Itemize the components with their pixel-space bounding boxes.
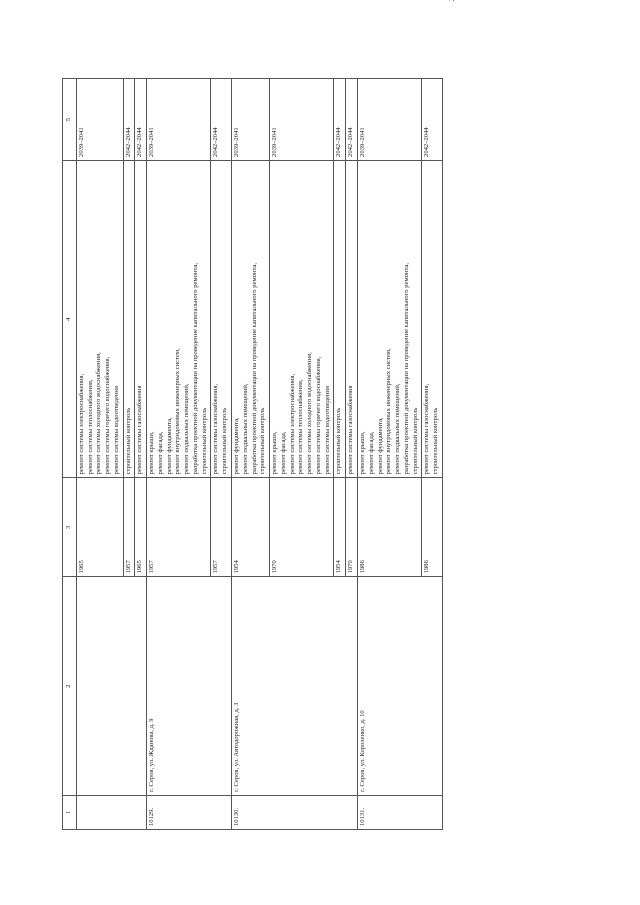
year-cell: 1965 bbox=[76, 478, 123, 577]
works-cell: ремонт крыши, ремонт фасада, ремонт фундамента, ремонт внутридомовых инженерных систем, ремонт подвальных помещений, разработка проектной документации на проведение капитального ремонта, строительный контроль bbox=[357, 160, 421, 477]
works-cell: ремонт фундамента, ремонт подвальных помещений, разработка проектной документации на проведение капитального ремонта, строительный контроль bbox=[232, 160, 270, 477]
table-header-row bbox=[63, 79, 77, 830]
period-cell: 2042–2044 bbox=[211, 79, 232, 161]
year-cell: 1954 bbox=[334, 478, 346, 577]
period-cell: 2039–2041 bbox=[147, 79, 211, 161]
period-cell: 2039–2041 bbox=[76, 79, 123, 161]
year-cell: 1954 bbox=[232, 478, 270, 577]
works-cell: ремонт системы газоснабжения bbox=[346, 160, 358, 477]
row-number-cell: 10130. bbox=[232, 795, 358, 829]
year-cell: 1957 bbox=[211, 478, 232, 577]
works-cell: строительный контроль bbox=[334, 160, 346, 477]
period-cell: 2039–2041 bbox=[270, 79, 334, 161]
period-cell: 2042–2044 bbox=[334, 79, 346, 161]
year-cell: 1970 bbox=[270, 478, 334, 577]
address-cell: г. Серов, ул. Жданова, д. 9 bbox=[147, 577, 232, 795]
works-cell: ремонт системы газоснабжения, строительный контроль bbox=[422, 160, 443, 477]
period-cell: 2042–2044 bbox=[346, 79, 358, 161]
row-number-cell: 10131. bbox=[357, 795, 442, 829]
header-cell-4: 4 bbox=[63, 160, 77, 477]
address-cell: г. Серов, ул. Короленко, д. 10 bbox=[357, 577, 442, 795]
period-cell: 2039–2041 bbox=[232, 79, 270, 161]
repair-schedule-table bbox=[62, 78, 443, 830]
period-cell: 2039–2041 bbox=[357, 79, 421, 161]
address-cell: г. Серов, ул. Автодорожная, д. 3 bbox=[232, 577, 358, 795]
period-cell: 2042–2044 bbox=[135, 79, 147, 161]
header-cell-1: 1 bbox=[63, 795, 77, 829]
works-cell: ремонт системы газоснабжения bbox=[135, 160, 147, 477]
table-row bbox=[357, 79, 421, 830]
year-cell: 1957 bbox=[147, 478, 211, 577]
period-cell: 2042–2044 bbox=[422, 79, 443, 161]
table-row bbox=[232, 79, 270, 830]
year-cell: 1957 bbox=[123, 478, 135, 577]
row-number-cell bbox=[76, 795, 146, 829]
year-cell: 1970 bbox=[346, 478, 358, 577]
year-cell: 1965 bbox=[135, 478, 147, 577]
works-cell: ремонт крыши, ремонт фасада, ремонт фундамента, ремонт внутридомовых инженерных систем, ремонт подвальных помещений, разработка проектной документации на проведение капитального ремонта, строительный контроль bbox=[147, 160, 211, 477]
works-cell: ремонт системы электроснабжения, ремонт системы теплоснабжения, ремонт системы холодного водоснабжения, ремонт системы горячего водоснабжения, ремонт системы водоотведения bbox=[76, 160, 123, 477]
works-cell: ремонт крыши, ремонт фасада, ремонт системы электроснабжения, ремонт системы теплоснабжения, ремонт системы холодного водоснабжения, ремонт системы горячего водоснабжения, ремонт системы водоотведения bbox=[270, 160, 334, 477]
table-row bbox=[76, 79, 123, 830]
period-cell: 2042–2044 bbox=[123, 79, 135, 161]
row-number-cell: 10129. bbox=[147, 795, 232, 829]
header-cell-5: 5 bbox=[63, 79, 77, 161]
header-cell-3: 3 bbox=[63, 478, 77, 577]
rotated-page bbox=[62, 78, 572, 830]
works-cell: ремонт системы газоснабжения, строительный контроль bbox=[211, 160, 232, 477]
year-cell: 1986 bbox=[422, 478, 443, 577]
header-cell-2: 2 bbox=[63, 577, 77, 795]
year-cell: 1986 bbox=[357, 478, 421, 577]
page-number bbox=[448, 0, 456, 1]
table-row bbox=[147, 79, 211, 830]
address-cell bbox=[76, 577, 146, 795]
works-cell: строительный контроль bbox=[123, 160, 135, 477]
